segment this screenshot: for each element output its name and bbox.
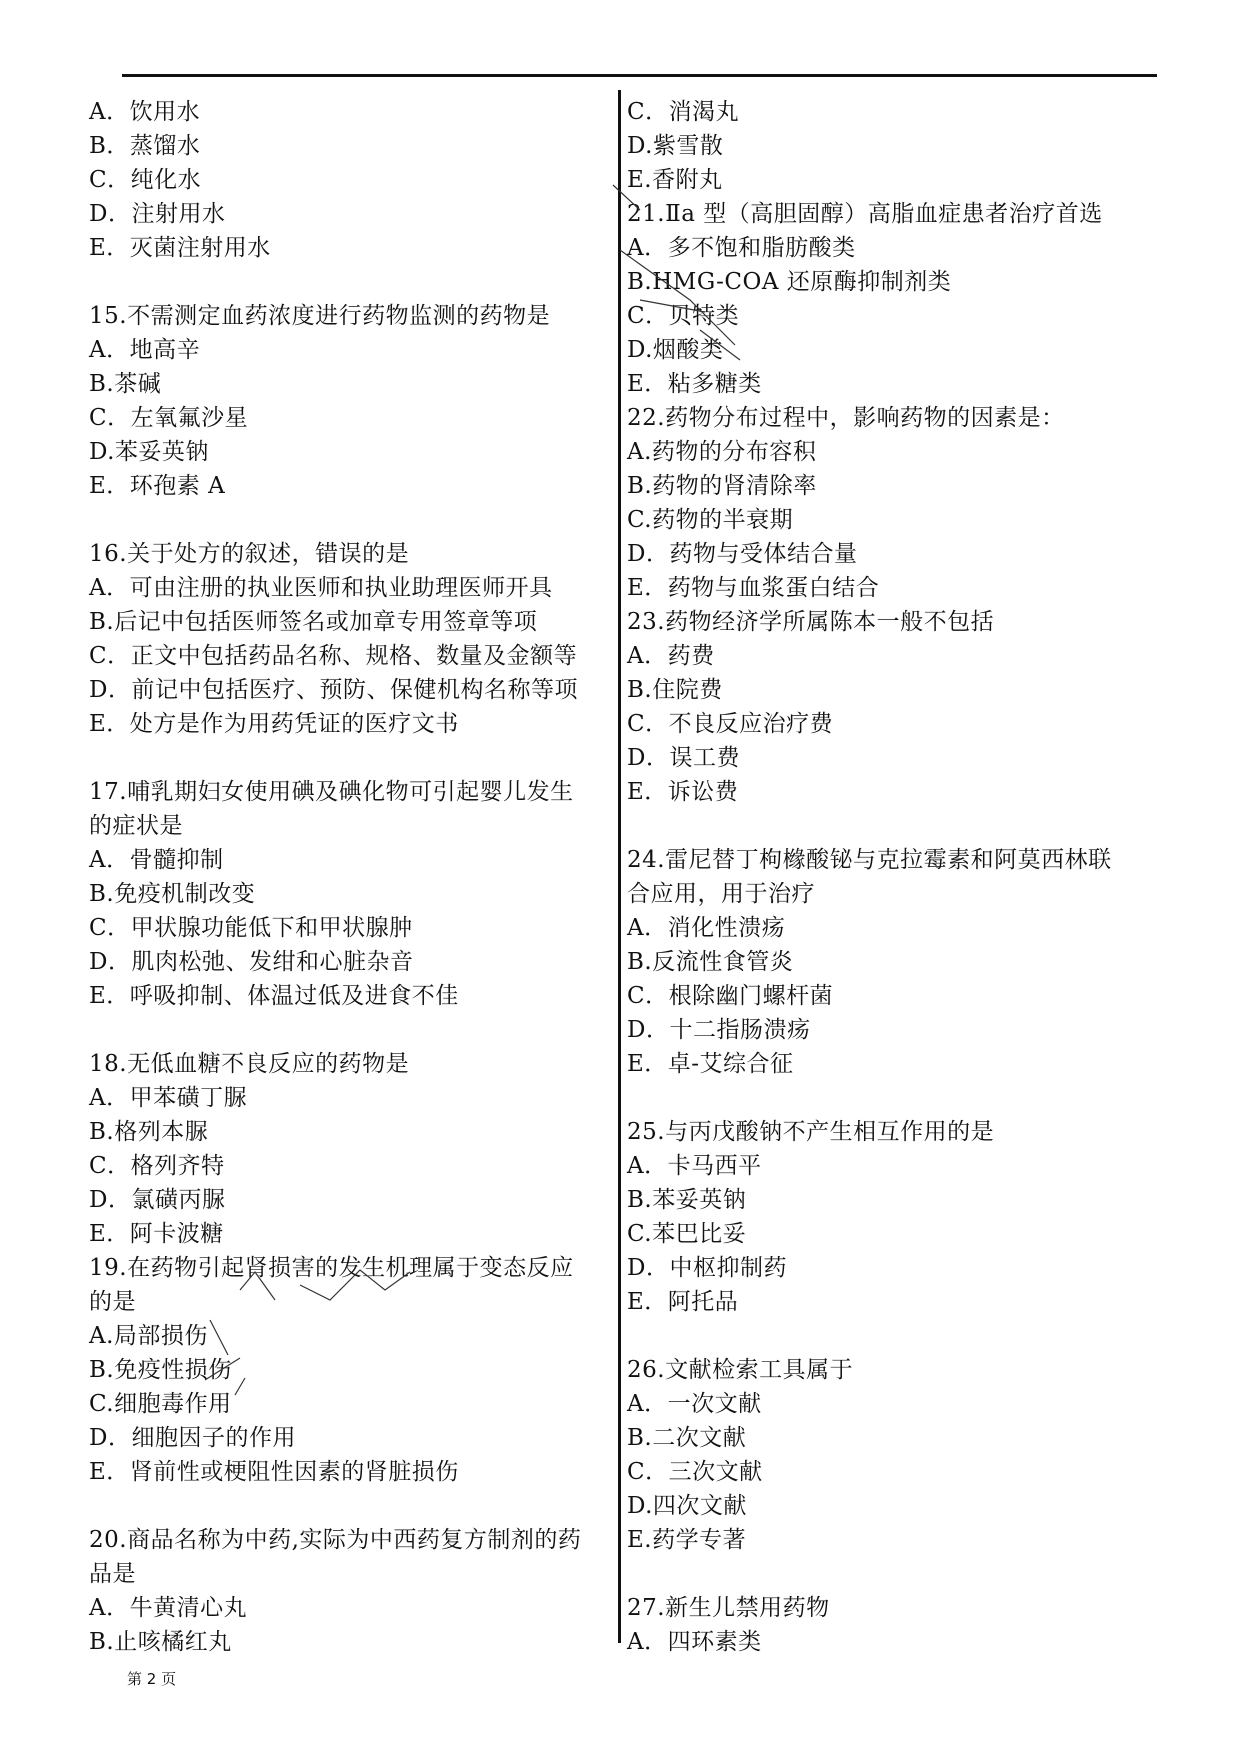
- blank-line: [627, 1557, 1167, 1591]
- question-line: E．呼吸抑制、体温过低及进食不佳: [89, 983, 459, 1009]
- question-line: A．药费: [627, 643, 715, 669]
- question-line: 合应用，用于治疗: [627, 881, 815, 907]
- question-line: E．处方是作为用药凭证的医疗文书: [89, 711, 459, 737]
- question-line: 24.雷尼替丁枸橼酸铋与克拉霉素和阿莫西林联: [627, 847, 1112, 873]
- question-line: A．可由注册的执业医师和执业助理医师开具: [89, 575, 553, 601]
- question-line: D．前记中包括医疗、预防、保健机构名称等项: [89, 677, 578, 703]
- question-line: 26.文献检索工具属于: [627, 1357, 854, 1383]
- blank-line: [89, 265, 629, 299]
- question-line: C．甲状腺功能低下和甲状腺肿: [89, 915, 413, 941]
- question-line: D．注射用水: [89, 201, 226, 227]
- question-line: B.药物的肾清除率: [627, 473, 817, 499]
- question-line: B.HMG-COA 还原酶抑制剂类: [627, 269, 952, 295]
- question-line: 的症状是: [89, 813, 183, 839]
- question-line: A．消化性溃疡: [627, 915, 786, 941]
- question-line: 20.商品名称为中药,实际为中西药复方制剂的药: [89, 1527, 582, 1553]
- question-line: A．地高辛: [89, 337, 201, 363]
- question-line: C．根除幽门螺杆菌: [627, 983, 834, 1009]
- question-line: B.止咳橘红丸: [89, 1629, 232, 1655]
- question-line: C．格列齐特: [89, 1153, 225, 1179]
- question-line: E．环孢素 A: [89, 473, 226, 499]
- question-line: C.细胞毒作用: [89, 1391, 232, 1417]
- question-line: B.后记中包括医师签名或加章专用签章等项: [89, 609, 538, 635]
- question-line: D.紫雪散: [627, 133, 724, 159]
- question-line: A．一次文献: [627, 1391, 762, 1417]
- question-line: D．药物与受体结合量: [627, 541, 858, 567]
- question-line: A．四环素类: [627, 1629, 762, 1655]
- question-line: E．诉讼费: [627, 779, 739, 805]
- question-line: A．多不饱和脂肪酸类: [627, 235, 856, 261]
- blank-line: [627, 1319, 1167, 1353]
- question-line: C．三次文献: [627, 1459, 763, 1485]
- question-line: 19.在药物引起肾损害的发生机理属于变态反应: [89, 1255, 574, 1281]
- question-line: C.苯巴比妥: [627, 1221, 747, 1247]
- question-line: E．灭菌注射用水: [89, 235, 271, 261]
- question-line: C．消渴丸: [627, 99, 740, 125]
- question-line: E.药学专著: [627, 1527, 747, 1553]
- question-line: 23.药物经济学所属陈本一般不包括: [627, 609, 995, 635]
- blank-line: [89, 503, 629, 537]
- question-line: E．粘多糖类: [627, 371, 762, 397]
- question-line: D．误工费: [627, 745, 740, 771]
- question-line: D.烟酸类: [627, 337, 724, 363]
- question-line: D．氯磺丙脲: [89, 1187, 226, 1213]
- question-line: A．牛黄清心丸: [89, 1595, 248, 1621]
- question-line: B.免疫性损伤: [89, 1357, 232, 1383]
- question-line: E．阿托品: [627, 1289, 739, 1315]
- blank-line: [89, 741, 629, 775]
- question-line: B.住院费: [627, 677, 723, 703]
- blank-line: [89, 1013, 629, 1047]
- blank-line: [627, 809, 1167, 843]
- question-line: B.茶碱: [89, 371, 162, 397]
- right-column: [627, 95, 1167, 1659]
- question-line: 21.Ⅱa 型（高胆固醇）高脂血症患者治疗首选: [627, 201, 1103, 227]
- question-line: C．左氧氟沙星: [89, 405, 249, 431]
- question-line: A．饮用水: [89, 99, 201, 125]
- question-line: D．中枢抑制药: [627, 1255, 787, 1281]
- question-line: B．蒸馏水: [89, 133, 201, 159]
- question-line: 15.不需测定血药浓度进行药物监测的药物是: [89, 303, 551, 329]
- question-line: B.反流性食管炎: [627, 949, 794, 975]
- question-line: 27.新生儿禁用药物: [627, 1595, 830, 1621]
- question-line: E．药物与血浆蛋白结合: [627, 575, 880, 601]
- question-line: 22.药物分布过程中，影响药物的因素是：: [627, 405, 1065, 431]
- question-line: A.药物的分布容积: [627, 439, 817, 465]
- question-line: D．肌肉松弛、发绀和心脏杂音: [89, 949, 414, 975]
- question-line: D.四次文献: [627, 1493, 747, 1519]
- question-line: E．肾前性或梗阻性因素的肾脏损伤: [89, 1459, 459, 1485]
- left-column: [89, 95, 629, 1659]
- question-line: E.香附丸: [627, 167, 723, 193]
- question-line: C．纯化水: [89, 167, 202, 193]
- question-line: C.药物的半衰期: [627, 507, 794, 533]
- blank-line: [627, 1081, 1167, 1115]
- question-line: C．贝特类: [627, 303, 740, 329]
- question-line: E．阿卡波糖: [89, 1221, 224, 1247]
- blank-line: [89, 1489, 629, 1523]
- question-line: A．甲苯磺丁脲: [89, 1085, 248, 1111]
- question-line: B.苯妥英钠: [627, 1187, 747, 1213]
- page-footer: 第 2 页: [127, 1670, 177, 1688]
- question-line: C．不良反应治疗费: [627, 711, 834, 737]
- question-line: 17.哺乳期妇女使用碘及碘化物可引起婴儿发生: [89, 779, 574, 805]
- question-line: 的是: [89, 1289, 136, 1315]
- header-rule: [122, 74, 1157, 77]
- question-line: B.格列本脲: [89, 1119, 209, 1145]
- question-line: B.免疫机制改变: [89, 881, 256, 907]
- question-line: A.局部损伤: [89, 1323, 208, 1349]
- question-line: 18.无低血糖不良反应的药物是: [89, 1051, 410, 1077]
- question-line: B.二次文献: [627, 1425, 747, 1451]
- question-line: D.苯妥英钠: [89, 439, 209, 465]
- question-line: A．骨髓抑制: [89, 847, 224, 873]
- question-line: A．卡马西平: [627, 1153, 762, 1179]
- question-line: C．正文中包括药品名称、规格、数量及金额等: [89, 643, 578, 669]
- question-line: 25.与丙戊酸钠不产生相互作用的是: [627, 1119, 995, 1145]
- question-line: D．细胞因子的作用: [89, 1425, 296, 1451]
- question-line: D．十二指肠溃疡: [627, 1017, 811, 1043]
- question-line: 16.关于处方的叙述，错误的是: [89, 541, 410, 567]
- question-line: E．卓-艾综合征: [627, 1051, 794, 1077]
- question-line: 品是: [89, 1561, 136, 1587]
